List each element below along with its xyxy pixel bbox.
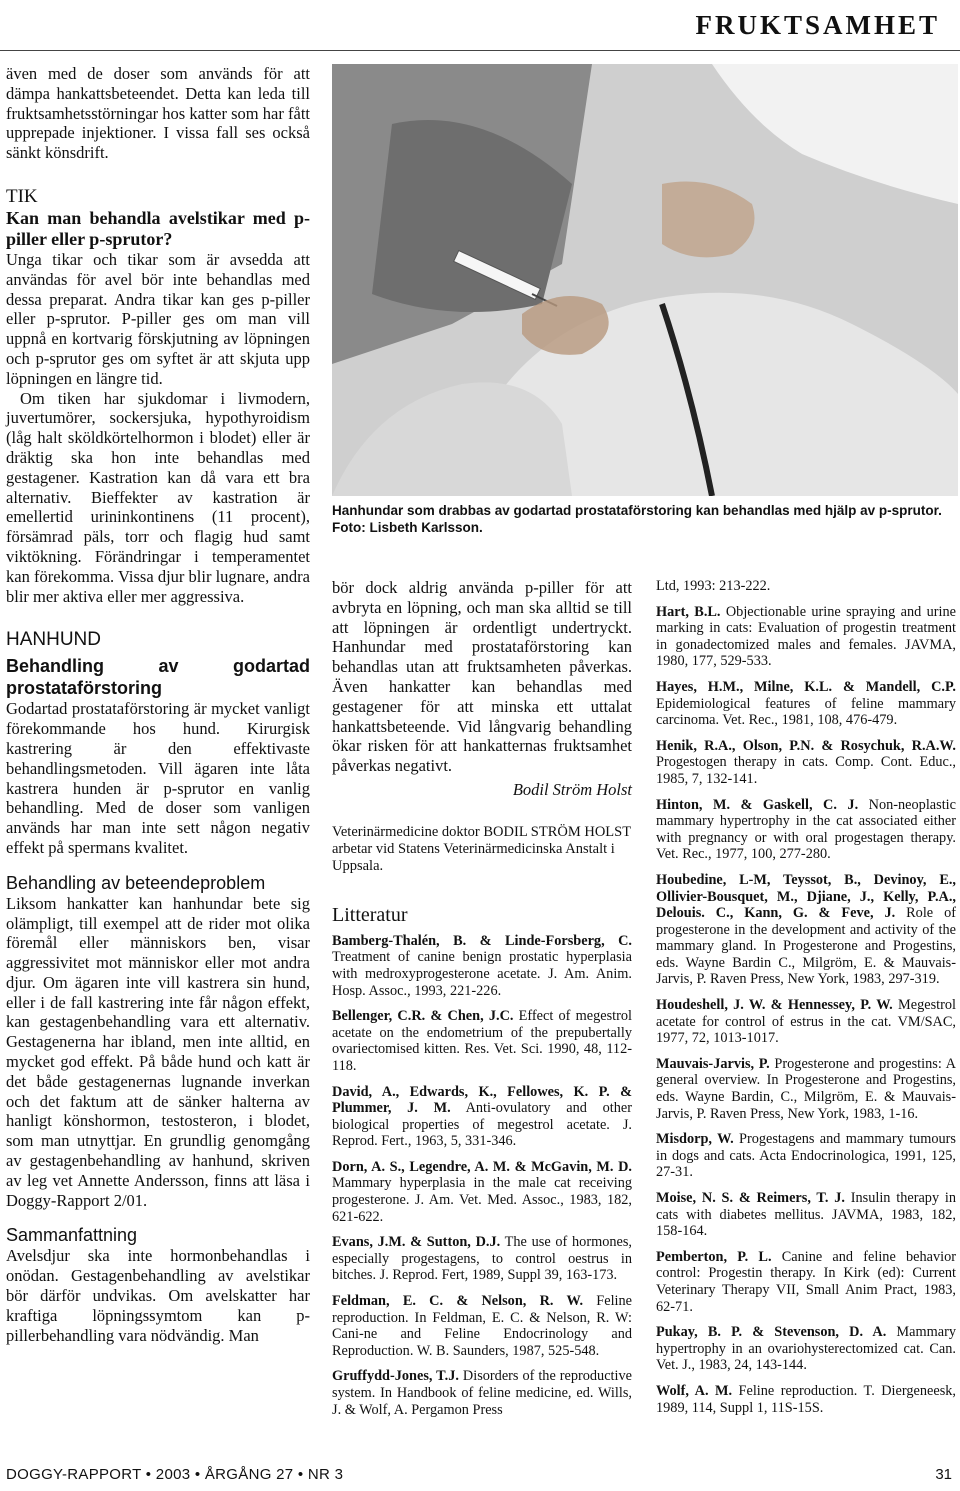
- reference-item: Houbedine, L-M, Teyssot, B., Devinoy, E., Ollivier-Bousquet, M., Djiane, J., Kelly, P.A., Delouis. C., Kann, G. & Feve, J. Role of progesterone in the development and activity of the mammary gland. In Progesterone and Progestins, eds. Wayne Bardin C., Milgröm, E. & Mauvais-Jarvis, P. Raven Press, New York, 1983, 297-319.: [656, 871, 956, 988]
- column-2: [332, 578, 632, 1427]
- summary-paragraph: Avelsdjur ska inte hormonbehandlas i onödan. Gestagenbehandling av avelstikar bör därför undvikas. Om avelskatter har kraftiga löpningssymtom kan p-pillerbehandling vara nödvändig. Man: [6, 1246, 310, 1345]
- reference-item: Hart, B.L. Objectionable urine spraying and urine marking in cats: Evaluation of progestin treatment in gonadectomized males and females. JAVMA, 1980, 177, 529-533.: [656, 603, 956, 670]
- reference-item: Hinton, M. & Gaskell, C. J. Non-neoplastic mammary hypertrophy in the cat associated either with pregnancy or with oral progestagen therapy. Vet. Rec., 1977, 100, 277-280.: [656, 796, 956, 863]
- reference-continuation: Ltd, 1993: 213-222.: [656, 578, 771, 594]
- reference-item: David, A., Edwards, K., Fellowes, K. P. & Plummer, J. M. Anti-ovulatory and other biological properties of megestrol acetate. J. Reprod. Fert., 1963, 5, 331-346.: [332, 1083, 632, 1150]
- column-1: [6, 64, 310, 1345]
- reference-item: Gruffydd-Jones, T.J. Disorders of the reproductive system. In Handbook of feline medicine, ed. Wills, J. & Wolf, A. Pergamon Press: [332, 1368, 632, 1418]
- author-note: Veterinärmedicine doktor BODIL STRÖM HOLST arbetar vid Statens Veterinärmedicinska Anstalt i Uppsala.: [332, 823, 631, 874]
- photo-dog-injection: [332, 64, 958, 496]
- reference-item: Houdeshell, J. W. & Hennessey, P. W. Megestrol acetate for control of estrus in the cat. VM/SAC, 1977, 72, 1013-1017.: [656, 997, 956, 1047]
- reference-item: Bellenger, C.R. & Chen, J.C. Effect of megestrol acetate on the endometrium of the prepubertally ovariectomised kitten. Res. Vet. Sci. 1990, 48, 112-118.: [332, 1008, 633, 1074]
- photo-caption: Hanhundar som drabbas av godartad prostataförstoring kan behandlas med hjälp av p-sprutor. Foto: Lisbeth Karlsson.: [332, 503, 942, 535]
- reference-item: Pukay, B. P. & Stevenson, D. A. Mammary hypertrophy in an ovariohysterectomized cat. Can. Vet. J., 1983, 24, 143-144.: [656, 1324, 956, 1374]
- hanhund-subheading: Behandling av godartad prostataförstoring: [6, 656, 310, 699]
- beteende-heading: Behandling av beteendeproblem: [6, 872, 266, 893]
- footer-publication: DOGGY-RAPPORT • 2003 • ÅRGÅNG 27 • NR 3: [6, 1466, 344, 1483]
- reference-item: Bamberg-Thalén, B. & Linde-Forsberg, C. Treatment of canine benign prostatic hyperplasia with medroxyprogesterone acetate. J. Am. Anim. Hosp. Assoc., 1993, 221-226.: [332, 932, 632, 999]
- tik-heading: TIK: [6, 185, 38, 207]
- header-rule: [0, 50, 960, 51]
- hanhund-heading: HANHUND: [6, 629, 101, 651]
- continued-paragraph: bör dock aldrig använda p-piller för att avbryta en löpning, och man ska alltid se till att löpningen är ordentligt undertryckt. Hanhundar med prostataförstoring kan behandlas utan att fruktsamheten påverkas. Även hankatter kan behandlas med gestagener för att minska ett uttalat hankattsbeteende. Vid långvarig behandling ökar risken för att hankatternas fruktsamhet påverkas negativt.: [332, 578, 632, 776]
- reference-item: Misdorp, W. Progestagens and mammary tumours in dogs and cats. Acta Endocrinologica, 1991, 125, 27-31.: [656, 1131, 956, 1181]
- reference-item: Hayes, H.M., Milne, K.L. & Mandell, C.P. Epidemiological features of feline mammary carcinoma. Vet. Rec., 1981, 108, 476-479.: [656, 678, 956, 729]
- tik-subheading: Kan man behandla avelstikar med p-piller eller p-sprutor?: [6, 207, 310, 249]
- reference-item: Wolf, A. M. Feline reproduction. T. Diergeneesk, 1989, 114, Suppl 1, 11S-15S.: [656, 1382, 956, 1416]
- reference-item: Henik, R.A., Olson, P.N. & Rosychuk, R.A.W. Progestogen therapy in cats. Comp. Cont. Educ., 1985, 7, 132-141.: [656, 737, 956, 787]
- author-signature: Bodil Ström Holst: [512, 779, 632, 799]
- literature-heading: Litteratur: [332, 903, 408, 926]
- reference-item: Dorn, A. S., Legendre, A. M. & McGavin, M. D. Mammary hyperplasia in the male cat receiving progesterone. J. Am. Vet. Med. Assoc., 1983, 182, 621-622.: [332, 1158, 632, 1225]
- section-header: FRUKTSAMHET: [695, 10, 940, 40]
- intro-paragraph: även med de doser som används för att dämpa hankattsbeteendet. Detta kan leda till fruktsamhetsstörningar hos katter som har fått upprepade injektioner. I vissa fall ses också sänkt könsdrift.: [6, 64, 310, 163]
- hanhund-paragraph: Godartad prostataförstoring är mycket vanligt förekommande hos hund. Kirurgisk kastrering är den effektivaste behandlingsmetoden. Vill ägaren inte låta kastrera hunden är p-sprutor en vanlig behandling. Med de doser som vanligen används har man inte sett någon negativ effekt på spermans kvalitet.: [6, 699, 310, 857]
- photo-illustration: [332, 64, 958, 496]
- reference-item: Evans, J.M. & Sutton, D.J. The use of hormones, especially progestagens, to control oestrus in bitches. J. Reprod. Fert, 1989, Suppl 39, 163-173.: [332, 1234, 632, 1284]
- tik-paragraph-1: Unga tikar och tikar som är avsedda att användas för avel bör inte behandlas med dessa preparat. Andra tikar kan ges p-piller eller p-sprutor. P-piller ges om man vill uppnå en kortvarig förskjutning av löpningen och p-sprutor ges om syftet är att skjuta upp löpningen en längre tid.: [6, 249, 310, 388]
- reference-item: Pemberton, P. L. Canine and feline behavior control: Progestin therapy. In Kirk (ed): Current Veterinary Therapy VII, Small Anim Pract, 1983, 62-71.: [656, 1248, 956, 1315]
- reference-item: Feldman, E. C. & Nelson, R. W. Feline reproduction. In Feldman, E. C. & Nelson, R. W: Cani-ne and Feline Endocrinology and Reproduction. W. B. Saunders, 1987, 525-548.: [332, 1293, 633, 1359]
- column-3: [656, 578, 956, 1425]
- reference-item: Mauvais-Jarvis, P. Progesterone and progestins: A general overview. In Progesterone and Progestins, eds. Wayne Bardin, C., Milgröm, E. & Mauvais-Jarvis, P. Raven Press, New York, 1983, 1-16.: [656, 1055, 956, 1122]
- beteende-paragraph: Liksom hankatter kan hanhundar bete sig olämpligt, till exempel att de rider mot olika föremål eller människors ben, visar aggressivitet mot människor eller mot andra djur. Om ägaren inte vill kastrera sin hund, eller i de fall kastrering inte får någon effekt, kan gestagenbehandling vara ett alternativ. Gestagenerna har ibland, men inte alltid, en mycket god effekt. På både hund och katt är det både gestagenernas lugnande inverkan och det faktum att de sänker halterna av hanligt könshormon, testosteron, i blodet, som man utnyttjar. En grundlig genomgång av gestagenbehandling av hanhund, skriven av leg vet Annette Andersson, finns att läsa i Doggy-Rapport 2/01.: [6, 893, 310, 1210]
- reference-item: Moise, N. S. & Reimers, T. J. Insulin therapy in cats with diabetes mellitus. JAVMA, 1983, 182, 158-164.: [656, 1190, 956, 1240]
- page-number: 31: [935, 1466, 952, 1483]
- summary-heading: Sammanfattning: [6, 1225, 138, 1246]
- tik-paragraph-2: Om tiken har sjukdomar i livmodern, juvertumörer, sockersjuka, hypothyroidism (låg halt sköldkörtelhormon i blodet) eller är dräktig ska hon inte behandlas med gestagener. Kastration kan då vara ett bra alternativ. Bieffekter av kastration är emellertid urininkontinens (11 procent), försämrad päls, torr och flagig hud samt viktökning. Förändringar i temperamentet kan förekomma. Vissa djur blir lugnare, andra blir mer aktiva eller mer aggressiva.: [6, 388, 310, 606]
